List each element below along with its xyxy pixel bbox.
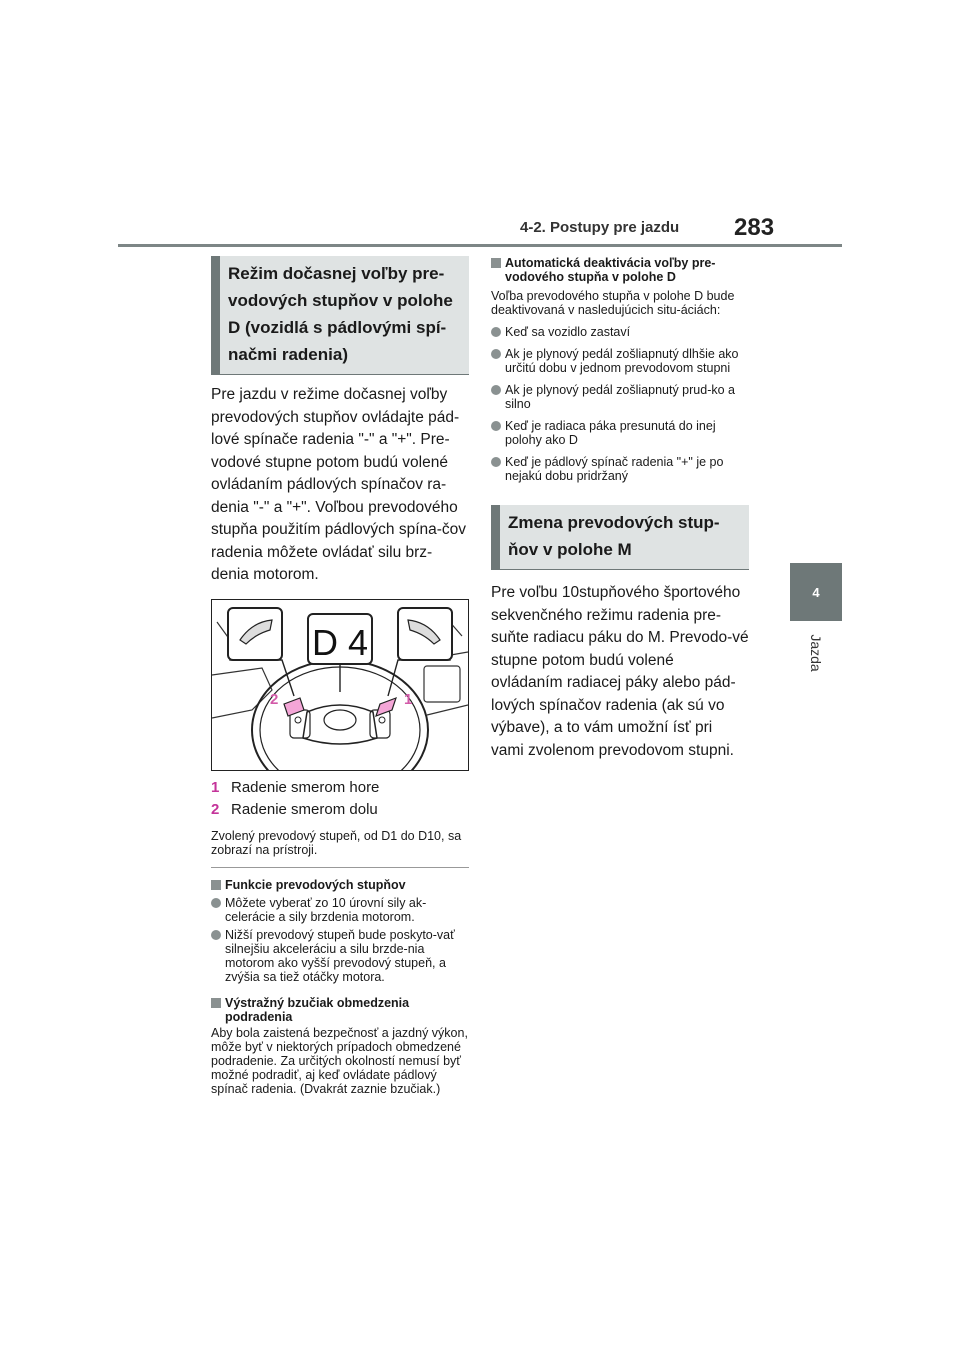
auto-deactivation-intro: Voľba prevodového stupňa v polohe D bude deaktivovaná v nasledujúcich situ-áciách: xyxy=(491,289,735,317)
right-column xyxy=(491,256,749,762)
figure-legend xyxy=(211,777,469,821)
list-item: Keď je pádlový spínač radenia "+" je po nejakú dobu pridržaný xyxy=(491,455,749,483)
list-item: Ak je plynový pedál zošliapnutý dlhšie ako určitú dobu v jednom prevodovom stupni xyxy=(491,347,749,375)
upshift-label: 1 xyxy=(404,690,413,708)
list-item: Ak je plynový pedál zošliapnutý prud-ko a silno xyxy=(491,383,749,411)
auto-deactivation-heading: Automatická deaktivácia voľby pre-vodového stupňa v polohe D xyxy=(491,256,749,284)
gear-display-note: Zvolený prevodový stupeň, od D1 do D10, sa zobrazí na prístroji. xyxy=(211,828,462,857)
square-bullet-icon xyxy=(211,880,221,890)
upshift-paddle xyxy=(376,698,396,716)
steering-wheel-illustration xyxy=(212,600,468,770)
square-bullet-icon xyxy=(211,998,221,1008)
legend-text: Radenie smerom dolu xyxy=(231,800,378,818)
legend-item xyxy=(211,799,469,821)
downshift-paddle xyxy=(284,698,304,716)
list-item: Keď je radiaca páka presunutá do inej polohy ako D xyxy=(491,419,749,447)
divider xyxy=(211,867,469,868)
chapter-tab: 4 xyxy=(790,563,842,621)
gear-display-text: D 4 xyxy=(311,621,369,663)
buzzer-heading: Výstražný bzučiak obmedzenia podradenia xyxy=(211,996,469,1024)
paddle-shift-figure xyxy=(211,599,469,771)
intro-paragraph: Pre jazdu v režime dočasnej voľby prevodových stupňov ovládajte pád-lové spínače radenia "-" a "+". Pre-vodové stupne potom budú volené ovládaním pádlových spínačov ra-denia "-" a "+". Voľbou prevodového stupňa použitím pádlových spína-čov radenia môžete ovládať silu brz-denia motorom. xyxy=(211,386,467,583)
bullet-icon xyxy=(211,930,221,940)
bullet-icon xyxy=(491,421,501,431)
bullet-icon xyxy=(491,385,501,395)
legend-text: Radenie smerom hore xyxy=(231,778,380,796)
section-heading-m-mode: Zmena prevodových stup-ňov v polohe M xyxy=(491,505,749,570)
header-rule xyxy=(118,244,842,247)
bullet-icon xyxy=(491,349,501,359)
buzzer-paragraph: Aby bola zaistená bezpečnosť a jazdný výkon, môže byť v niektorých prípadoch obmedzené podradenie. Za určitých okolností nemusí byť možné podradiť, aj keď ovládate pádlový spínač radenia. (Dvakrát zaznie bzučiak.) xyxy=(211,1025,468,1096)
chapter-title: Jazda xyxy=(808,634,824,672)
legend-number: 2 xyxy=(211,800,220,818)
bullet-icon xyxy=(211,898,221,908)
downshift-label: 2 xyxy=(270,690,279,708)
left-column xyxy=(211,256,469,1096)
bullet-icon xyxy=(491,327,501,337)
square-bullet-icon xyxy=(491,258,501,268)
functions-heading: Funkcie prevodových stupňov xyxy=(211,878,469,892)
section-heading-temporary-mode: Režim dočasnej voľby pre-vodových stupňov v polohe D (vozidlá s pádlovými spí-načmi radenia) xyxy=(211,256,469,375)
list-item: Keď sa vozidlo zastaví xyxy=(491,325,749,339)
list-item: Nižší prevodový stupeň bude poskyto-vať silnejšiu akceleráciu a silu brzde-nia motorom ako vyšší prevodový stupeň, a zvýšia sa tiež otáčky motora. xyxy=(211,928,469,984)
list-item: Môžete vyberať zo 10 úrovní sily ak-celerácie a sily brzdenia motorom. xyxy=(211,896,469,924)
legend-item xyxy=(211,777,469,799)
m-mode-paragraph: Pre voľbu 10stupňového športového sekvenčného režimu radenia pre-suňte radiacu páku do M. Prevodo-vé stupne potom budú volené ovládaním radiacej páky alebo pád-lových spínačov radenia (ak sú vo výbave), a to vám umožní ísť pri vami zvolenom prevodovom stupni. xyxy=(491,584,749,759)
header-section: 4-2. Postupy pre jazdu xyxy=(520,219,680,236)
page-number: 283 xyxy=(734,214,775,241)
bullet-icon xyxy=(491,457,501,467)
legend-number: 1 xyxy=(211,778,220,796)
